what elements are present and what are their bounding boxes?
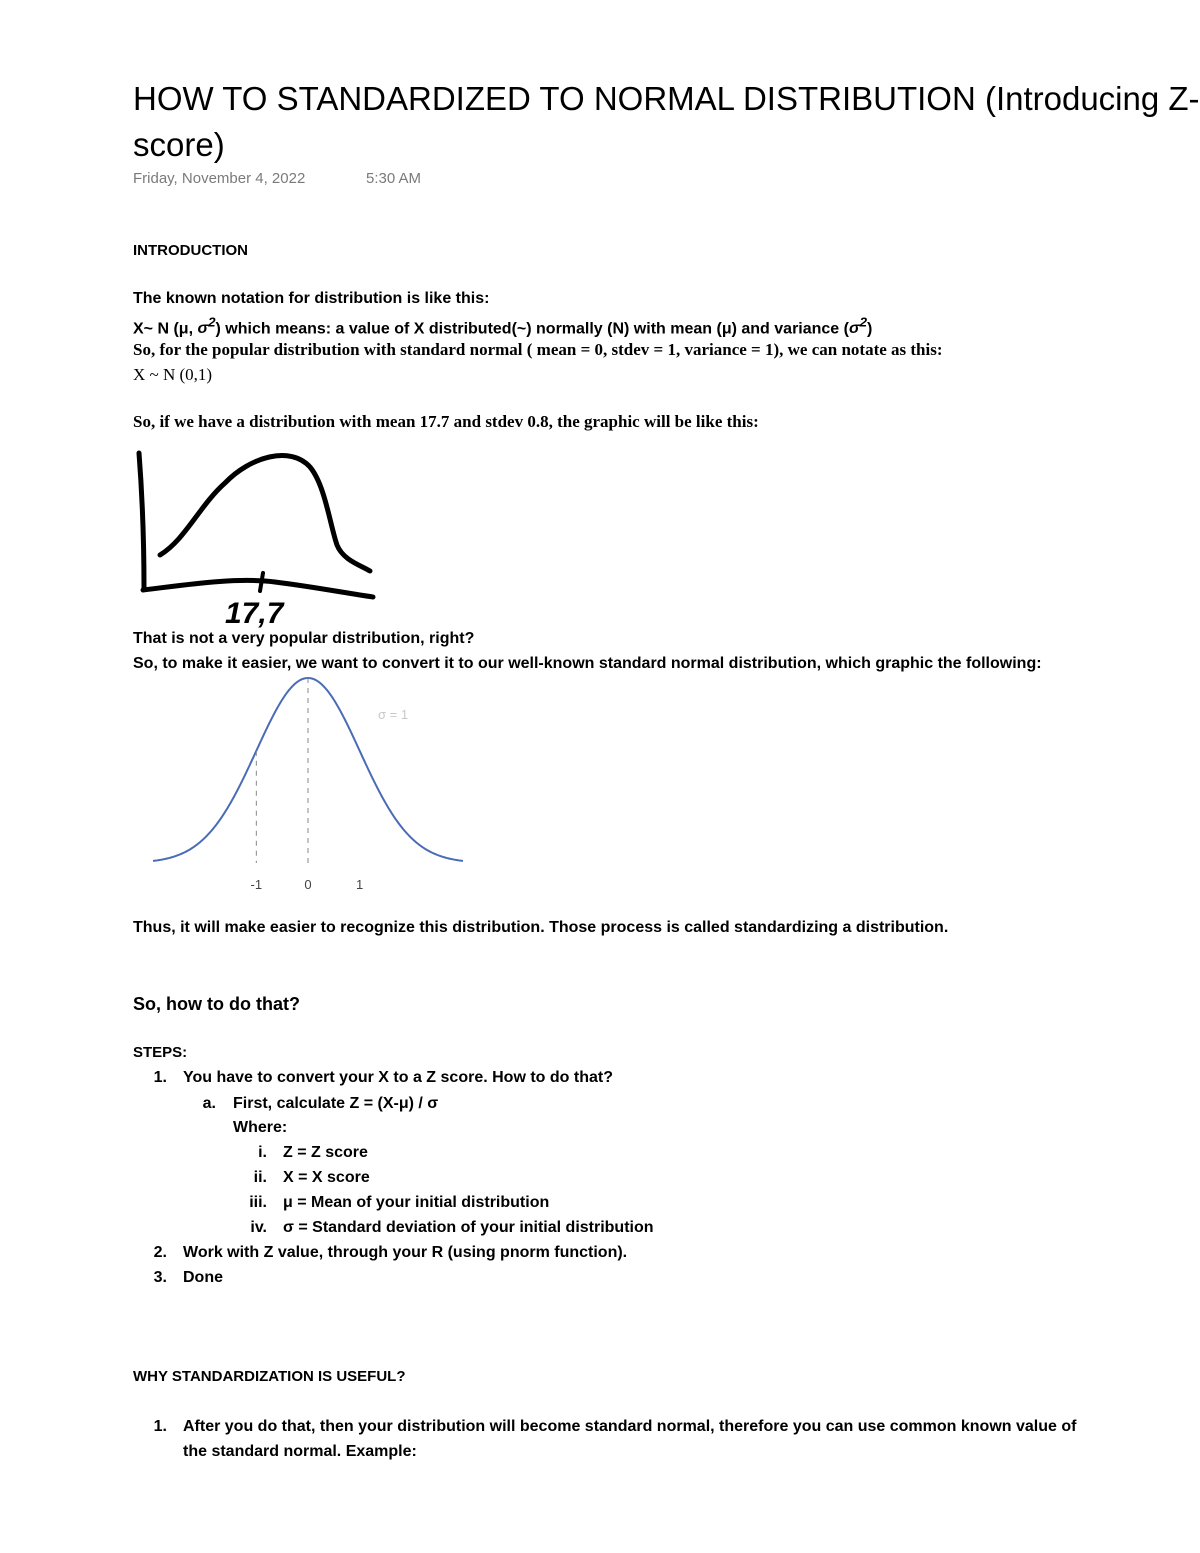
after-chart-text: Thus, it will make easier to recognize this distribution. Those process is called standardizing a distribution. <box>133 919 949 936</box>
intro-heading: INTRODUCTION <box>133 242 248 259</box>
intro-line-1: The known notation for distribution is like this: <box>133 290 490 307</box>
chart-tick-label: -1 <box>250 877 263 892</box>
intro-line-5: So, if we have a distribution with mean 17.7 and stdev 0.8, the graphic will be like this: <box>133 412 759 431</box>
why-item-1-line-2: the standard normal. Example: <box>183 1443 417 1460</box>
intro-line-2: X~ N (μ, $\sigma^2$) which means: a value of X distributed(~) normally (N) with mean (μ) and variance $(\sigma^2)$ <box>133 315 873 338</box>
step-3-number: 3. <box>153 1269 167 1286</box>
why-item-1-line-1: After you do that, then your distribution will become standard normal, therefore you can use common known value of <box>183 1418 1077 1435</box>
roman-ii-number: ii. <box>253 1169 267 1186</box>
sub-a-text: First, calculate Z = (X-μ) / σ <box>233 1095 439 1112</box>
page-title-line-2: score) <box>133 126 225 163</box>
page-title-line-1: HOW TO STANDARDIZED TO NORMAL DISTRIBUTION (Introducing Z- <box>133 80 1200 117</box>
why-item-1-number: 1. <box>153 1418 167 1435</box>
why-heading: WHY STANDARDIZATION IS USEFUL? <box>133 1368 406 1385</box>
sketch-y-axis <box>139 453 144 588</box>
roman-iii-number: iii. <box>249 1194 267 1211</box>
roman-i-number: i. <box>258 1144 267 1161</box>
middle-line-2: So, to make it easier, we want to convert it to our well-known standard normal distribution, which graphic the following: <box>133 655 1042 672</box>
middle-line-1: That is not a very popular distribution, right? <box>133 630 475 647</box>
chart-annotation: σ = 1 <box>378 707 409 722</box>
roman-iv-text: σ = Standard deviation of your initial distribution <box>283 1219 654 1236</box>
step-2-number: 2. <box>153 1244 167 1261</box>
step-3-text: Done <box>183 1269 223 1286</box>
sketch-label: 17,7 <box>225 597 284 630</box>
sketch-x-axis <box>143 580 373 597</box>
roman-ii-text: X = X score <box>283 1169 370 1186</box>
intro-line-3: So, for the popular distribution with standard normal ( mean = 0, stdev = 1, variance = 1), we can notate as this: <box>133 340 943 359</box>
note-date: Friday, November 4, 2022 <box>133 170 306 187</box>
howto-heading: So, how to do that? <box>133 994 300 1014</box>
sub-a-where: Where: <box>233 1119 288 1136</box>
sketch-curve <box>160 456 370 571</box>
roman-iv-number: iv. <box>250 1219 267 1236</box>
sub-a-number: a. <box>202 1095 216 1112</box>
hand-drawn-distribution-sketch <box>125 445 395 635</box>
note-time: 5:30 AM <box>366 170 422 187</box>
intro-line-4: X ~ N (0,1) <box>133 365 213 384</box>
standard-normal-chart <box>145 670 495 900</box>
sketch-tick <box>260 573 263 591</box>
chart-tick-label: 0 <box>304 877 312 892</box>
roman-i-text: Z = Z score <box>283 1144 368 1161</box>
steps-label: STEPS: <box>133 1044 188 1061</box>
step-2-text: Work with Z value, through your R (using pnorm function). <box>183 1244 628 1261</box>
chart-tick-label: 1 <box>356 877 364 892</box>
roman-iii-text: μ = Mean of your initial distribution <box>283 1194 550 1211</box>
step-1-text: You have to convert your X to a Z score. How to do that? <box>183 1069 613 1086</box>
step-1-number: 1. <box>153 1069 167 1086</box>
